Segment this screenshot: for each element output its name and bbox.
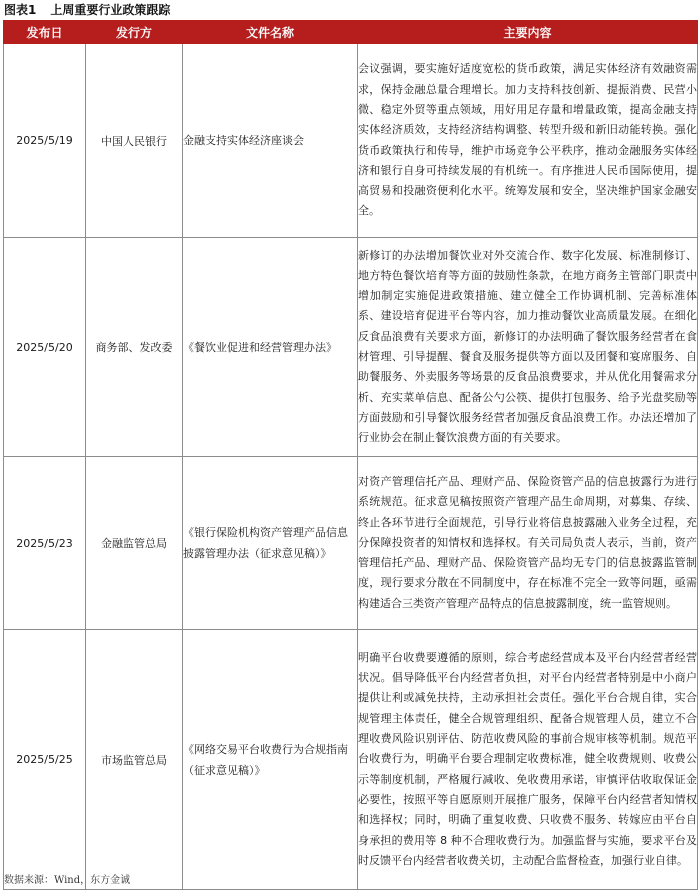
row-content: 会议强调，要实施好适度宽松的货币政策，满足实体经济有效融资需求，保持金融总量合理增长。加力支持科技创新、提振消费、民营小微、稳定外贸等重点领域，用好用足存量和增量政策，提高金融支持实体经济质效，支持经济结构调整、转型升级和新旧动能转换。强化货币政策执行和传导，维护市场竞争公平秩序，推动金融服务实体经济和银行自身可持续发展的有机统一。有序推进人民币国际使用，提高贸易和投融资便利化水平。统筹发展和安全，坚决维护国家金融安全。 xyxy=(358,44,698,238)
row-issuer: 金融监管总局 xyxy=(86,457,183,630)
figure-label: 图表1 xyxy=(4,3,37,17)
figure-title xyxy=(4,2,184,18)
row-content: 对资产管理信托产品、理财产品、保险资管产品的信息披露行为进行系统规范。征求意见稿按照资产管理产品生命周期，对募集、存续、终止各环节进行全面规范，引导行业将信息披露融入业务全过程，充分保障投资者的知情权和选择权。有关司局负责人表示，当前，资产管理信托产品、理财产品、保险资管产品均无专门的信息披露监管制度，现行要求分散在不同制度中，存在标准不完全一致等问题，亟需构建适合三类资产管理产品特点的信息披露制度，统一监管规则。 xyxy=(358,457,698,630)
row-date: 2025/5/23 xyxy=(4,457,86,630)
header-date: 发布日 xyxy=(4,21,86,44)
row-date: 2025/5/25 xyxy=(4,630,86,890)
row-document: 《银行保险机构资产管理产品信息披露管理办法（征求意见稿）》 xyxy=(183,457,358,630)
table-row xyxy=(4,630,698,890)
row-issuer: 市场监管总局 xyxy=(86,630,183,890)
policy-table xyxy=(3,20,698,890)
row-date: 2025/5/20 xyxy=(4,238,86,457)
table-row xyxy=(4,238,698,457)
header-document: 文件名称 xyxy=(183,21,358,44)
row-document: 金融支持实体经济座谈会 xyxy=(183,44,358,238)
row-issuer: 中国人民银行 xyxy=(86,44,183,238)
figure-caption: 上周重要行业政策跟踪 xyxy=(50,3,171,17)
data-source-note: 数据来源：Wind，东方金诚 xyxy=(4,875,131,886)
table-header-row xyxy=(4,21,698,44)
row-issuer: 商务部、发改委 xyxy=(86,238,183,457)
table-row xyxy=(4,44,698,238)
table-row xyxy=(4,457,698,630)
header-issuer: 发行方 xyxy=(86,21,183,44)
row-document: 《网络交易平台收费行为合规指南（征求意见稿）》 xyxy=(183,630,358,890)
row-document: 《餐饮业促进和经营管理办法》 xyxy=(183,238,358,457)
header-content: 主要内容 xyxy=(358,21,698,44)
row-content: 明确平台收费要遵循的原则，综合考虑经营成本及平台内经营者经营状况。倡导降低平台内经营者负担，对平台内经营者特别是中小商户提供让利或减免扶持，主动承担社会责任。强化平台合规自律，实合规管理主体责任，健全合规管理组织、配备合规管理人员，建立不合理收费风险识别评估、防范收费风险的事前合规审核等机制。规范平台收费行为，明确平台要合理制定收费标准，健全收费规则、收费公示等制度机制，严格履行减收、免收费用承诺，审慎评估收取保证金必要性，按照平等自愿原则开展推广服务，保障平台内经营者知情权和选择权；同时，明确了重复收费、只收费不服务、转嫁应由平台自身承担的费用等 8 种不合理收费行为。加强监督与实施，要求平台及时反馈平台内经营者收费关切，主动配合监督检查，加强行业自律。 xyxy=(358,630,698,890)
row-content: 新修订的办法增加餐饮业对外交流合作、数字化发展、标准制修订、地方特色餐饮培育等方面的鼓励性条款，在地方商务主管部门职责中增加制定实施促进政策措施、建立健全工作协调机制、完善标准体系、建设培育促进平台等内容，加力推动餐饮业高质量发展。在细化反食品浪费有关要求方面，新修订的办法明确了餐饮服务经营者在食材管理、引导提醒、餐食及服务提供等方面以及团餐和宴席服务、自助餐服务、外卖服务等场景的反食品浪费要求，并从优化用餐需求分析、充实菜单信息、配备公勺公筷、提供打包服务、给予光盘奖励等方面鼓励和引导餐饮服务经营者加强反食品浪费工作。办法还增加了行业协会在制止餐饮浪费方面的有关要求。 xyxy=(358,238,698,457)
row-date: 2025/5/19 xyxy=(4,44,86,238)
